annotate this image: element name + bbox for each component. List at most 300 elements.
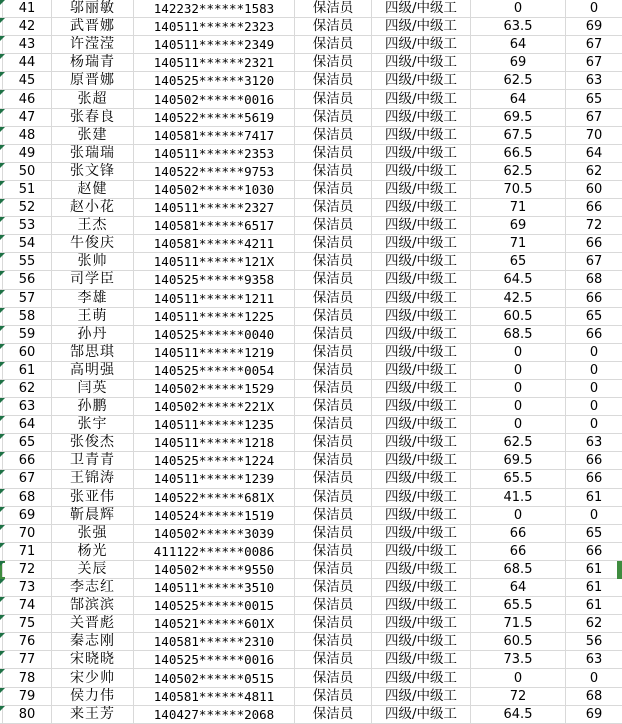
cell-score-2[interactable]: 0 bbox=[566, 669, 622, 687]
cell-job-title[interactable]: 保洁员 bbox=[295, 163, 372, 181]
cell-job-level[interactable]: 四级/中级工 bbox=[372, 109, 471, 127]
table-row bbox=[0, 290, 622, 308]
cell-score-2[interactable]: 63 bbox=[566, 434, 622, 452]
cell-score-2[interactable]: 66 bbox=[566, 470, 622, 488]
cell-row-number[interactable]: 66 bbox=[3, 452, 52, 470]
cell-score-1[interactable]: 69.5 bbox=[471, 109, 566, 127]
cell-job-title[interactable]: 保洁员 bbox=[295, 362, 372, 380]
cell-score-2[interactable]: 67 bbox=[566, 109, 622, 127]
cell-name[interactable]: 王锦涛 bbox=[52, 470, 134, 488]
cell-job-level[interactable]: 四级/中级工 bbox=[372, 290, 471, 308]
cell-name[interactable]: 李雄 bbox=[52, 290, 134, 308]
cell-name[interactable]: 邬丽敏 bbox=[52, 0, 134, 18]
cell-score-2[interactable]: 61 bbox=[566, 579, 622, 597]
cell-row-number[interactable]: 60 bbox=[3, 344, 52, 362]
cell-job-title[interactable]: 保洁员 bbox=[295, 380, 372, 398]
cell-score-1[interactable]: 71 bbox=[471, 235, 566, 253]
cell-job-title[interactable]: 保洁员 bbox=[295, 398, 372, 416]
cell-row-number[interactable]: 44 bbox=[3, 54, 52, 72]
cell-name[interactable]: 张建 bbox=[52, 127, 134, 145]
cell-name[interactable]: 赵健 bbox=[52, 181, 134, 199]
cell-score-1[interactable]: 69 bbox=[471, 217, 566, 235]
cell-job-title[interactable]: 保洁员 bbox=[295, 290, 372, 308]
cell-job-title[interactable]: 保洁员 bbox=[295, 326, 372, 344]
cell-job-level[interactable]: 四级/中级工 bbox=[372, 543, 471, 561]
cell-id-masked[interactable]: 140525******0016 bbox=[134, 651, 295, 669]
error-flag-triangle-icon bbox=[0, 90, 5, 95]
cell-score-1[interactable]: 66 bbox=[471, 543, 566, 561]
cell-job-level[interactable]: 四级/中级工 bbox=[372, 127, 471, 145]
table-row bbox=[0, 706, 622, 724]
cell-row-number[interactable]: 57 bbox=[3, 290, 52, 308]
cell-job-level[interactable]: 四级/中级工 bbox=[372, 326, 471, 344]
cell-row-number[interactable]: 73 bbox=[3, 579, 52, 597]
cell-score-1[interactable]: 0 bbox=[471, 398, 566, 416]
cell-job-level[interactable]: 四级/中级工 bbox=[372, 72, 471, 90]
cell-row-number[interactable]: 77 bbox=[3, 651, 52, 669]
cell-row-number[interactable]: 56 bbox=[3, 271, 52, 289]
cell-job-title[interactable]: 保洁员 bbox=[295, 669, 372, 687]
cell-score-1[interactable]: 63.5 bbox=[471, 18, 566, 36]
cell-name[interactable]: 李志红 bbox=[52, 579, 134, 597]
cell-name[interactable]: 武晋娜 bbox=[52, 18, 134, 36]
cell-score-1[interactable]: 0 bbox=[471, 507, 566, 525]
cell-score-1[interactable]: 68.5 bbox=[471, 561, 566, 579]
cell-row-number[interactable]: 62 bbox=[3, 380, 52, 398]
cell-id-masked[interactable]: 140511******1219 bbox=[134, 344, 295, 362]
cell-id-masked[interactable]: 140521******601X bbox=[134, 615, 295, 633]
cell-score-1[interactable]: 67.5 bbox=[471, 127, 566, 145]
cell-score-1[interactable]: 0 bbox=[471, 0, 566, 18]
cell-row-number[interactable]: 67 bbox=[3, 470, 52, 488]
cell-id-masked[interactable]: 140427******2068 bbox=[134, 706, 295, 724]
cell-job-level[interactable]: 四级/中级工 bbox=[372, 470, 471, 488]
cell-job-title[interactable]: 保洁员 bbox=[295, 308, 372, 326]
cell-score-1[interactable]: 65.5 bbox=[471, 597, 566, 615]
cell-id-masked[interactable]: 140502******9550 bbox=[134, 561, 295, 579]
cell-score-1[interactable]: 66.5 bbox=[471, 145, 566, 163]
cell-job-title[interactable]: 保洁员 bbox=[295, 706, 372, 724]
cell-job-level[interactable]: 四级/中级工 bbox=[372, 416, 471, 434]
cell-job-title[interactable]: 保洁员 bbox=[295, 271, 372, 289]
cell-job-title[interactable]: 保洁员 bbox=[295, 199, 372, 217]
cell-job-title[interactable]: 保洁员 bbox=[295, 36, 372, 54]
cell-job-title[interactable]: 保洁员 bbox=[295, 489, 372, 507]
cell-id-masked[interactable]: 140581******6517 bbox=[134, 217, 295, 235]
cell-score-1[interactable]: 66 bbox=[471, 525, 566, 543]
cell-id-masked[interactable]: 140502******221X bbox=[134, 398, 295, 416]
error-flag-triangle-icon bbox=[0, 633, 5, 638]
cell-score-2[interactable]: 0 bbox=[566, 344, 622, 362]
cell-name[interactable]: 郜滨滨 bbox=[52, 597, 134, 615]
cell-score-2[interactable]: 66 bbox=[566, 235, 622, 253]
cell-job-level[interactable]: 四级/中级工 bbox=[372, 489, 471, 507]
cell-score-1[interactable]: 0 bbox=[471, 380, 566, 398]
cell-row-number[interactable]: 80 bbox=[3, 706, 52, 724]
cell-row-number[interactable]: 59 bbox=[3, 326, 52, 344]
cell-id-masked[interactable]: 140511******1239 bbox=[134, 470, 295, 488]
cell-job-level[interactable]: 四级/中级工 bbox=[372, 235, 471, 253]
selection-border-right bbox=[617, 561, 622, 579]
cell-row-number[interactable]: 47 bbox=[3, 109, 52, 127]
cell-name[interactable]: 王杰 bbox=[52, 217, 134, 235]
cell-row-number[interactable]: 52 bbox=[3, 199, 52, 217]
cell-id-masked[interactable]: 140522******5619 bbox=[134, 109, 295, 127]
cell-name[interactable]: 孙鹏 bbox=[52, 398, 134, 416]
cell-job-level[interactable]: 四级/中级工 bbox=[372, 308, 471, 326]
cell-name[interactable]: 张帅 bbox=[52, 253, 134, 271]
cell-score-2[interactable]: 66 bbox=[566, 543, 622, 561]
cell-score-1[interactable]: 60.5 bbox=[471, 308, 566, 326]
cell-row-number[interactable]: 70 bbox=[3, 525, 52, 543]
cell-score-1[interactable]: 65.5 bbox=[471, 470, 566, 488]
cell-name[interactable]: 赵小花 bbox=[52, 199, 134, 217]
cell-name[interactable]: 宋晓晓 bbox=[52, 651, 134, 669]
cell-score-2[interactable]: 68 bbox=[566, 271, 622, 289]
cell-job-title[interactable]: 保洁员 bbox=[295, 90, 372, 108]
cell-job-level[interactable]: 四级/中级工 bbox=[372, 507, 471, 525]
cell-score-1[interactable]: 70.5 bbox=[471, 181, 566, 199]
cell-score-1[interactable]: 69 bbox=[471, 54, 566, 72]
cell-job-level[interactable]: 四级/中级工 bbox=[372, 452, 471, 470]
table-row bbox=[0, 507, 622, 525]
cell-job-level[interactable]: 四级/中级工 bbox=[372, 561, 471, 579]
cell-score-2[interactable]: 63 bbox=[566, 651, 622, 669]
cell-name[interactable]: 王萌 bbox=[52, 308, 134, 326]
cell-score-2[interactable]: 0 bbox=[566, 398, 622, 416]
cell-score-2[interactable]: 0 bbox=[566, 507, 622, 525]
cell-score-2[interactable]: 67 bbox=[566, 54, 622, 72]
cell-name[interactable]: 关晋彪 bbox=[52, 615, 134, 633]
cell-score-2[interactable]: 0 bbox=[566, 0, 622, 18]
cell-score-1[interactable]: 62.5 bbox=[471, 72, 566, 90]
cell-id-masked[interactable]: 142232******1583 bbox=[134, 0, 295, 18]
cell-id-masked[interactable]: 140511******2353 bbox=[134, 145, 295, 163]
cell-score-1[interactable]: 64.5 bbox=[471, 271, 566, 289]
cell-row-number[interactable]: 64 bbox=[3, 416, 52, 434]
cell-id-masked[interactable]: 140502******1030 bbox=[134, 181, 295, 199]
cell-id-masked[interactable]: 140581******7417 bbox=[134, 127, 295, 145]
cell-id-masked[interactable]: 140511******3510 bbox=[134, 579, 295, 597]
cell-score-2[interactable]: 0 bbox=[566, 416, 622, 434]
cell-job-level[interactable]: 四级/中级工 bbox=[372, 579, 471, 597]
cell-row-number[interactable]: 46 bbox=[3, 90, 52, 108]
cell-row-number[interactable]: 49 bbox=[3, 145, 52, 163]
cell-score-1[interactable]: 64 bbox=[471, 90, 566, 108]
cell-job-level[interactable]: 四级/中级工 bbox=[372, 706, 471, 724]
cell-job-level[interactable]: 四级/中级工 bbox=[372, 525, 471, 543]
cell-row-number[interactable]: 50 bbox=[3, 163, 52, 181]
cell-score-2[interactable]: 67 bbox=[566, 36, 622, 54]
cell-score-2[interactable]: 64 bbox=[566, 145, 622, 163]
error-flag-triangle-icon bbox=[0, 290, 5, 295]
cell-row-number[interactable]: 61 bbox=[3, 362, 52, 380]
cell-job-level[interactable]: 四级/中级工 bbox=[372, 253, 471, 271]
error-flag-triangle-icon bbox=[0, 561, 5, 566]
cell-id-masked[interactable]: 140511******2321 bbox=[134, 54, 295, 72]
cell-job-title[interactable]: 保洁员 bbox=[295, 127, 372, 145]
cell-name[interactable]: 张亚伟 bbox=[52, 489, 134, 507]
cell-score-2[interactable]: 62 bbox=[566, 615, 622, 633]
cell-score-2[interactable]: 65 bbox=[566, 90, 622, 108]
cell-score-2[interactable]: 0 bbox=[566, 380, 622, 398]
cell-job-level[interactable]: 四级/中级工 bbox=[372, 181, 471, 199]
cell-job-title[interactable]: 保洁员 bbox=[295, 145, 372, 163]
cell-id-masked[interactable]: 140525******3120 bbox=[134, 72, 295, 90]
cell-id-masked[interactable]: 140525******0040 bbox=[134, 326, 295, 344]
cell-name[interactable]: 郜思琪 bbox=[52, 344, 134, 362]
cell-row-number[interactable]: 54 bbox=[3, 235, 52, 253]
cell-row-number[interactable]: 71 bbox=[3, 543, 52, 561]
cell-job-level[interactable]: 四级/中级工 bbox=[372, 36, 471, 54]
table-row bbox=[0, 380, 622, 398]
cell-row-number[interactable]: 65 bbox=[3, 434, 52, 452]
cell-score-1[interactable]: 0 bbox=[471, 344, 566, 362]
cell-score-1[interactable]: 60.5 bbox=[471, 633, 566, 651]
table-row bbox=[0, 489, 622, 507]
cell-row-number[interactable]: 72 bbox=[3, 561, 52, 579]
cell-id-masked[interactable]: 140522******681X bbox=[134, 489, 295, 507]
cell-job-level[interactable]: 四级/中级工 bbox=[372, 90, 471, 108]
cell-id-masked[interactable]: 140525******1224 bbox=[134, 452, 295, 470]
cell-job-level[interactable]: 四级/中级工 bbox=[372, 651, 471, 669]
table-row bbox=[0, 416, 622, 434]
cell-name[interactable]: 卫青青 bbox=[52, 452, 134, 470]
cell-job-title[interactable]: 保洁员 bbox=[295, 579, 372, 597]
cell-score-2[interactable]: 60 bbox=[566, 181, 622, 199]
cell-name[interactable]: 司学臣 bbox=[52, 271, 134, 289]
cell-row-number[interactable]: 45 bbox=[3, 72, 52, 90]
cell-job-title[interactable]: 保洁员 bbox=[295, 18, 372, 36]
cell-job-title[interactable]: 保洁员 bbox=[295, 235, 372, 253]
cell-row-number[interactable]: 69 bbox=[3, 507, 52, 525]
cell-id-masked[interactable]: 140502******1529 bbox=[134, 380, 295, 398]
cell-job-title[interactable]: 保洁员 bbox=[295, 0, 372, 18]
cell-score-2[interactable]: 61 bbox=[566, 561, 622, 579]
cell-score-2[interactable]: 72 bbox=[566, 217, 622, 235]
cell-score-2[interactable]: 0 bbox=[566, 362, 622, 380]
cell-score-2[interactable]: 69 bbox=[566, 18, 622, 36]
cell-name[interactable]: 张瑞瑞 bbox=[52, 145, 134, 163]
cell-row-number[interactable]: 58 bbox=[3, 308, 52, 326]
cell-name[interactable]: 闫英 bbox=[52, 380, 134, 398]
cell-score-2[interactable]: 70 bbox=[566, 127, 622, 145]
cell-id-masked[interactable]: 140522******9753 bbox=[134, 163, 295, 181]
cell-job-title[interactable]: 保洁员 bbox=[295, 633, 372, 651]
cell-job-level[interactable]: 四级/中级工 bbox=[372, 380, 471, 398]
cell-job-title[interactable]: 保洁员 bbox=[295, 217, 372, 235]
cell-score-2[interactable]: 65 bbox=[566, 525, 622, 543]
error-flag-triangle-icon bbox=[0, 579, 5, 584]
cell-score-2[interactable]: 63 bbox=[566, 72, 622, 90]
cell-row-number[interactable]: 43 bbox=[3, 36, 52, 54]
cell-score-2[interactable]: 62 bbox=[566, 163, 622, 181]
cell-row-number[interactable]: 78 bbox=[3, 669, 52, 687]
cell-score-2[interactable]: 69 bbox=[566, 706, 622, 724]
cell-name[interactable]: 张俊杰 bbox=[52, 434, 134, 452]
cell-job-level[interactable]: 四级/中级工 bbox=[372, 344, 471, 362]
cell-name[interactable]: 宋少帅 bbox=[52, 669, 134, 687]
cell-job-title[interactable]: 保洁员 bbox=[295, 416, 372, 434]
cell-row-number[interactable]: 75 bbox=[3, 615, 52, 633]
table-row bbox=[0, 688, 622, 706]
cell-id-masked[interactable]: 411122******0086 bbox=[134, 543, 295, 561]
cell-name[interactable]: 孙丹 bbox=[52, 326, 134, 344]
cell-score-1[interactable]: 0 bbox=[471, 669, 566, 687]
cell-score-2[interactable]: 65 bbox=[566, 308, 622, 326]
cell-job-level[interactable]: 四级/中级工 bbox=[372, 615, 471, 633]
cell-job-level[interactable]: 四级/中级工 bbox=[372, 163, 471, 181]
cell-score-2[interactable]: 67 bbox=[566, 253, 622, 271]
cell-job-title[interactable]: 保洁员 bbox=[295, 651, 372, 669]
cell-job-title[interactable]: 保洁员 bbox=[295, 597, 372, 615]
cell-id-masked[interactable]: 140511******1211 bbox=[134, 290, 295, 308]
cell-job-level[interactable]: 四级/中级工 bbox=[372, 18, 471, 36]
cell-score-2[interactable]: 66 bbox=[566, 290, 622, 308]
cell-job-level[interactable]: 四级/中级工 bbox=[372, 669, 471, 687]
cell-name[interactable]: 张宇 bbox=[52, 416, 134, 434]
cell-name[interactable]: 牛俊庆 bbox=[52, 235, 134, 253]
cell-id-masked[interactable]: 140502******3039 bbox=[134, 525, 295, 543]
cell-name[interactable]: 靳晨辉 bbox=[52, 507, 134, 525]
cell-score-1[interactable]: 71 bbox=[471, 199, 566, 217]
cell-row-number[interactable]: 63 bbox=[3, 398, 52, 416]
table-row bbox=[0, 543, 622, 561]
cell-score-1[interactable]: 68.5 bbox=[471, 326, 566, 344]
cell-row-number[interactable]: 68 bbox=[3, 489, 52, 507]
cell-row-number[interactable]: 51 bbox=[3, 181, 52, 199]
cell-job-title[interactable]: 保洁员 bbox=[295, 452, 372, 470]
table-row bbox=[0, 181, 622, 199]
cell-score-2[interactable]: 66 bbox=[566, 326, 622, 344]
cell-row-number[interactable]: 48 bbox=[3, 127, 52, 145]
error-flag-triangle-icon bbox=[0, 489, 5, 494]
cell-row-number[interactable]: 79 bbox=[3, 688, 52, 706]
cell-id-masked[interactable]: 140502******0515 bbox=[134, 669, 295, 687]
cell-id-masked[interactable]: 140511******2327 bbox=[134, 199, 295, 217]
cell-job-title[interactable]: 保洁员 bbox=[295, 344, 372, 362]
cell-score-2[interactable]: 66 bbox=[566, 199, 622, 217]
cell-id-masked[interactable]: 140511******1225 bbox=[134, 308, 295, 326]
cell-name[interactable]: 杨瑞青 bbox=[52, 54, 134, 72]
cell-score-2[interactable]: 61 bbox=[566, 489, 622, 507]
cell-job-title[interactable]: 保洁员 bbox=[295, 253, 372, 271]
cell-job-level[interactable]: 四级/中级工 bbox=[372, 217, 471, 235]
cell-id-masked[interactable]: 140511******1218 bbox=[134, 434, 295, 452]
cell-job-level[interactable]: 四级/中级工 bbox=[372, 398, 471, 416]
cell-job-title[interactable]: 保洁员 bbox=[295, 181, 372, 199]
cell-name[interactable]: 高明强 bbox=[52, 362, 134, 380]
cell-score-1[interactable]: 64.5 bbox=[471, 706, 566, 724]
cell-score-1[interactable]: 71.5 bbox=[471, 615, 566, 633]
cell-job-level[interactable]: 四级/中级工 bbox=[372, 362, 471, 380]
cell-job-title[interactable]: 保洁员 bbox=[295, 109, 372, 127]
table-row bbox=[0, 326, 622, 344]
cell-name[interactable]: 张春良 bbox=[52, 109, 134, 127]
cell-score-2[interactable]: 61 bbox=[566, 597, 622, 615]
cell-name[interactable]: 原晋娜 bbox=[52, 72, 134, 90]
cell-score-1[interactable]: 62.5 bbox=[471, 434, 566, 452]
cell-id-masked[interactable]: 140511******1235 bbox=[134, 416, 295, 434]
cell-row-number[interactable]: 42 bbox=[3, 18, 52, 36]
cell-job-title[interactable]: 保洁员 bbox=[295, 434, 372, 452]
cell-score-1[interactable]: 64 bbox=[471, 579, 566, 597]
cell-job-title[interactable]: 保洁员 bbox=[295, 72, 372, 90]
cell-id-masked[interactable]: 140581******4811 bbox=[134, 688, 295, 706]
cell-name[interactable]: 张强 bbox=[52, 525, 134, 543]
cell-row-number[interactable]: 53 bbox=[3, 217, 52, 235]
cell-name[interactable]: 关辰 bbox=[52, 561, 134, 579]
cell-job-title[interactable]: 保洁员 bbox=[295, 688, 372, 706]
cell-score-1[interactable]: 0 bbox=[471, 416, 566, 434]
cell-score-1[interactable]: 72 bbox=[471, 688, 566, 706]
cell-score-1[interactable]: 42.5 bbox=[471, 290, 566, 308]
cell-name[interactable]: 许滢滢 bbox=[52, 36, 134, 54]
cell-job-level[interactable]: 四级/中级工 bbox=[372, 54, 471, 72]
cell-row-number[interactable]: 74 bbox=[3, 597, 52, 615]
error-flag-triangle-icon bbox=[0, 326, 5, 331]
table-row bbox=[0, 398, 622, 416]
cell-job-level[interactable]: 四级/中级工 bbox=[372, 145, 471, 163]
cell-name[interactable]: 杨光 bbox=[52, 543, 134, 561]
cell-job-level[interactable]: 四级/中级工 bbox=[372, 434, 471, 452]
cell-name[interactable]: 秦志刚 bbox=[52, 633, 134, 651]
cell-score-1[interactable]: 65 bbox=[471, 253, 566, 271]
cell-job-title[interactable]: 保洁员 bbox=[295, 507, 372, 525]
cell-score-2[interactable]: 66 bbox=[566, 452, 622, 470]
error-flag-triangle-icon bbox=[0, 308, 5, 313]
cell-job-level[interactable]: 四级/中级工 bbox=[372, 199, 471, 217]
cell-job-level[interactable]: 四级/中级工 bbox=[372, 688, 471, 706]
cell-id-masked[interactable]: 140525******9358 bbox=[134, 271, 295, 289]
cell-job-title[interactable]: 保洁员 bbox=[295, 470, 372, 488]
cell-score-1[interactable]: 69.5 bbox=[471, 452, 566, 470]
cell-job-title[interactable]: 保洁员 bbox=[295, 543, 372, 561]
cell-score-1[interactable]: 62.5 bbox=[471, 163, 566, 181]
cell-name[interactable]: 张超 bbox=[52, 90, 134, 108]
cell-score-1[interactable]: 0 bbox=[471, 362, 566, 380]
cell-id-masked[interactable]: 140502******0016 bbox=[134, 90, 295, 108]
cell-id-masked[interactable]: 140581******2310 bbox=[134, 633, 295, 651]
cell-id-masked[interactable]: 140511******121X bbox=[134, 253, 295, 271]
cell-job-level[interactable]: 四级/中级工 bbox=[372, 597, 471, 615]
cell-job-level[interactable]: 四级/中级工 bbox=[372, 271, 471, 289]
cell-score-2[interactable]: 56 bbox=[566, 633, 622, 651]
cell-score-1[interactable]: 41.5 bbox=[471, 489, 566, 507]
cell-job-level[interactable]: 四级/中级工 bbox=[372, 0, 471, 18]
cell-job-title[interactable]: 保洁员 bbox=[295, 561, 372, 579]
cell-score-1[interactable]: 64 bbox=[471, 36, 566, 54]
cell-id-masked[interactable]: 140524******1519 bbox=[134, 507, 295, 525]
cell-row-number[interactable]: 76 bbox=[3, 633, 52, 651]
cell-name[interactable]: 侯力伟 bbox=[52, 688, 134, 706]
cell-id-masked[interactable]: 140581******4211 bbox=[134, 235, 295, 253]
cell-score-1[interactable]: 73.5 bbox=[471, 651, 566, 669]
cell-name[interactable]: 来王芳 bbox=[52, 706, 134, 724]
cell-job-title[interactable]: 保洁员 bbox=[295, 525, 372, 543]
cell-score-2[interactable]: 68 bbox=[566, 688, 622, 706]
cell-job-level[interactable]: 四级/中级工 bbox=[372, 633, 471, 651]
cell-row-number[interactable]: 55 bbox=[3, 253, 52, 271]
cell-id-masked[interactable]: 140525******0015 bbox=[134, 597, 295, 615]
cell-id-masked[interactable]: 140511******2323 bbox=[134, 18, 295, 36]
cell-job-title[interactable]: 保洁员 bbox=[295, 54, 372, 72]
cell-id-masked[interactable]: 140511******2349 bbox=[134, 36, 295, 54]
cell-row-number[interactable]: 41 bbox=[3, 0, 52, 18]
cell-name[interactable]: 张文锋 bbox=[52, 163, 134, 181]
cell-id-masked[interactable]: 140525******0054 bbox=[134, 362, 295, 380]
cell-job-title[interactable]: 保洁员 bbox=[295, 615, 372, 633]
